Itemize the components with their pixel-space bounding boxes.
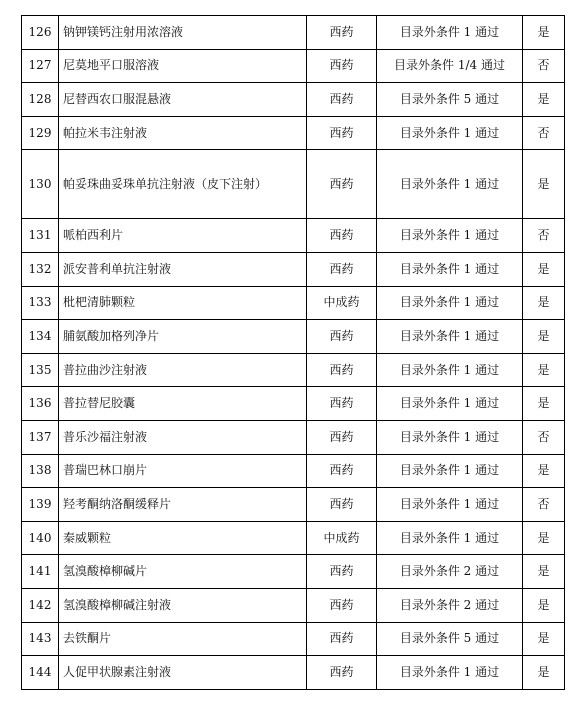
row-number: 127 [22,49,59,83]
drug-type: 西药 [307,252,377,286]
review-condition: 目录外条件 1 通过 [377,521,523,555]
drug-name: 去铁酮片 [59,622,307,656]
row-number: 143 [22,622,59,656]
table-row [22,353,565,387]
table-row [22,488,565,522]
review-condition: 目录外条件 5 通过 [377,622,523,656]
drug-name: 普瑞巴林口崩片 [59,454,307,488]
table-row [22,420,565,454]
drug-type: 西药 [307,622,377,656]
review-condition: 目录外条件 1 通过 [377,320,523,354]
drug-name: 氢溴酸樟柳碱注射液 [59,588,307,622]
result-flag: 是 [523,656,565,690]
row-number: 130 [22,150,59,219]
result-flag: 是 [523,150,565,219]
drug-name: 尼替西农口服混悬液 [59,83,307,117]
row-number: 137 [22,420,59,454]
table-row [22,83,565,117]
table-row [22,286,565,320]
drug-name: 枇杷清肺颗粒 [59,286,307,320]
table-row [22,622,565,656]
table-row [22,521,565,555]
table-row [22,320,565,354]
review-condition: 目录外条件 1 通过 [377,387,523,421]
drug-type: 西药 [307,49,377,83]
result-flag: 否 [523,488,565,522]
drug-type: 西药 [307,320,377,354]
review-condition: 目录外条件 1 通过 [377,150,523,219]
row-number: 140 [22,521,59,555]
review-condition: 目录外条件 1 通过 [377,219,523,253]
row-number: 126 [22,16,59,50]
result-flag: 是 [523,16,565,50]
drug-type: 西药 [307,656,377,690]
drug-type: 西药 [307,488,377,522]
table-row [22,588,565,622]
review-condition: 目录外条件 1/4 通过 [377,49,523,83]
drug-name: 普乐沙福注射液 [59,420,307,454]
row-number: 129 [22,116,59,150]
result-flag: 是 [523,353,565,387]
row-number: 142 [22,588,59,622]
row-number: 144 [22,656,59,690]
table-row [22,219,565,253]
table-row [22,387,565,421]
result-flag: 是 [523,320,565,354]
drug-name: 帕妥珠曲妥珠单抗注射液（皮下注射） [59,150,307,219]
table-body [22,16,565,690]
drug-type: 西药 [307,588,377,622]
table-row [22,555,565,589]
review-condition: 目录外条件 5 通过 [377,83,523,117]
table-row [22,656,565,690]
table-row [22,454,565,488]
result-flag: 是 [523,588,565,622]
review-condition: 目录外条件 1 通过 [377,353,523,387]
drug-name: 人促甲状腺素注射液 [59,656,307,690]
drug-type: 西药 [307,454,377,488]
row-number: 128 [22,83,59,117]
drug-type: 西药 [307,555,377,589]
drug-type: 西药 [307,353,377,387]
table-row [22,16,565,50]
drug-name: 氢溴酸樟柳碱片 [59,555,307,589]
result-flag: 是 [523,521,565,555]
drug-type: 西药 [307,16,377,50]
drug-type: 中成药 [307,286,377,320]
drug-name: 秦威颗粒 [59,521,307,555]
row-number: 131 [22,219,59,253]
result-flag: 是 [523,83,565,117]
drug-name: 钠钾镁钙注射用浓溶液 [59,16,307,50]
table-row [22,49,565,83]
review-condition: 目录外条件 2 通过 [377,588,523,622]
row-number: 136 [22,387,59,421]
drug-type: 西药 [307,219,377,253]
result-flag: 否 [523,116,565,150]
result-flag: 否 [523,420,565,454]
result-flag: 否 [523,49,565,83]
drug-type: 中成药 [307,521,377,555]
drug-type: 西药 [307,83,377,117]
row-number: 135 [22,353,59,387]
table-row [22,116,565,150]
drug-list-table [21,15,565,690]
review-condition: 目录外条件 1 通过 [377,488,523,522]
row-number: 139 [22,488,59,522]
drug-type: 西药 [307,420,377,454]
row-number: 133 [22,286,59,320]
drug-name: 帕拉米韦注射液 [59,116,307,150]
drug-name: 哌柏西利片 [59,219,307,253]
drug-type: 西药 [307,116,377,150]
result-flag: 否 [523,219,565,253]
review-condition: 目录外条件 1 通过 [377,16,523,50]
result-flag: 是 [523,454,565,488]
drug-type: 西药 [307,387,377,421]
result-flag: 是 [523,252,565,286]
drug-name: 普拉替尼胶囊 [59,387,307,421]
drug-name: 脯氨酸加格列净片 [59,320,307,354]
row-number: 141 [22,555,59,589]
review-condition: 目录外条件 1 通过 [377,656,523,690]
drug-name: 派安普利单抗注射液 [59,252,307,286]
table-row [22,252,565,286]
row-number: 134 [22,320,59,354]
drug-name: 羟考酮纳洛酮缓释片 [59,488,307,522]
row-number: 138 [22,454,59,488]
review-condition: 目录外条件 1 通过 [377,454,523,488]
drug-name: 尼莫地平口服溶液 [59,49,307,83]
row-number: 132 [22,252,59,286]
review-condition: 目录外条件 2 通过 [377,555,523,589]
review-condition: 目录外条件 1 通过 [377,286,523,320]
review-condition: 目录外条件 1 通过 [377,420,523,454]
review-condition: 目录外条件 1 通过 [377,116,523,150]
review-condition: 目录外条件 1 通过 [377,252,523,286]
result-flag: 是 [523,622,565,656]
result-flag: 是 [523,286,565,320]
result-flag: 是 [523,387,565,421]
table-row [22,150,565,219]
drug-name: 普拉曲沙注射液 [59,353,307,387]
result-flag: 是 [523,555,565,589]
drug-type: 西药 [307,150,377,219]
